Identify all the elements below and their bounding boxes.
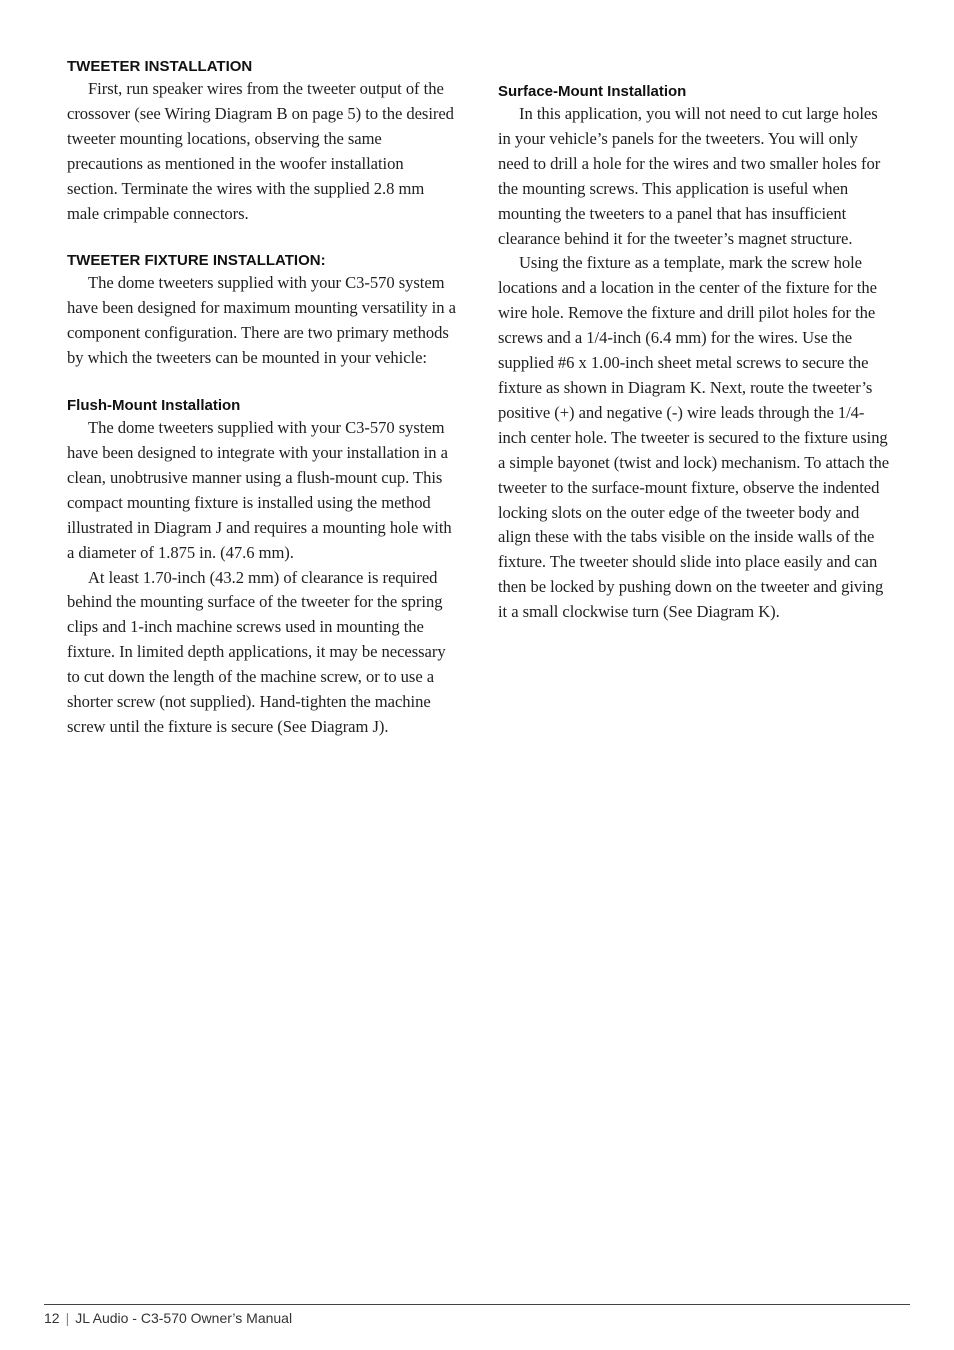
flush-mount-paragraph-1: The dome tweeters supplied with your C3-570 system have been designed to integrate with your installation in a clean, unobtrusive manner using a flush-mount cup. This compact mounting fixture is installed using the method illustrated in Diagram J and requires a mounting hole with a diameter of 1.875 in. (47.6 mm). (67, 418, 452, 562)
manual-title: JL Audio - C3-570 Owner’s Manual (75, 1310, 293, 1326)
flush-mount-paragraph-2: At least 1.70-inch (43.2 mm) of clearance is required behind the mounting surface of the tweeter for the spring clips and 1-inch machine screws used in mounting the fixture. In limited depth applications, it may be necessary to cut down the length of the machine screw, or to use a shorter screw (not supplied). Hand-tighten the machine screw until the fixture is secure (See Diagram J). (67, 567, 446, 736)
footer-divider (44, 1304, 910, 1305)
surface-mount-paragraph-2: Using the fixture as a template, mark the screw hole locations and a location in the center of the fixture for the wire hole. Remove the fixture and drill pilot holes for the screws and a 1/4-inch (6.4 mm) for the wires. Use the supplied #6 x 1.00-inch sheet metal screws to secure the fixture as shown in Diagram K. Next, route the tweeter’s positive (+) and negative (-) wire leads through the 1/4-inch center hole. The tweeter is secured to the fixture using a simple bayonet (twist and lock) mechanism. To attach the tweeter to the surface-mount fixture, observe the indented locking slots on the outer edge of the tweeter body and align these with the tabs visible on the inside walls of the fixture. The tweeter should slide into place easily and can then be locked by pushing down on the tweeter and giving it a small clockwise turn (See Diagram K). (498, 253, 890, 622)
footer-separator: | (65, 1310, 70, 1326)
right-column (498, 82, 892, 625)
tweeter-fixture-installation-heading: TWEETER FIXTURE INSTALLATION: (67, 252, 326, 270)
page-number: 12 (44, 1310, 60, 1326)
surface-mount-installation-heading: Surface-Mount Installation (498, 83, 687, 100)
left-column (67, 57, 457, 740)
tweeter-installation-heading: TWEETER INSTALLATION (67, 58, 253, 75)
page-footer (44, 1310, 292, 1326)
tweeter-fixture-installation-paragraph: The dome tweeters supplied with your C3-570 system have been designed for maximum mounting versatility in a component configuration. There are two primary methods by which the tweeters can be mounted in your vehicle: (67, 273, 456, 368)
surface-mount-paragraph-1: In this application, you will not need to cut large holes in your vehicle’s panels for the tweeters. You will only need to drill a hole for the wires and two smaller holes for the mounting screws. This application is useful when mounting the tweeters to a panel that has insufficient clearance behind it for the tweeter’s magnet structure. (498, 104, 881, 248)
flush-mount-installation-heading: Flush-Mount Installation (67, 397, 241, 415)
tweeter-installation-paragraph: First, run speaker wires from the tweeter output of the crossover (see Wiring Diagram B on page 5) to the desired tweeter mounting locations, observing the same precautions as mentioned in the woofer installation section. Terminate the wires with the supplied 2.8 mm male crimpable connectors. (67, 79, 454, 223)
